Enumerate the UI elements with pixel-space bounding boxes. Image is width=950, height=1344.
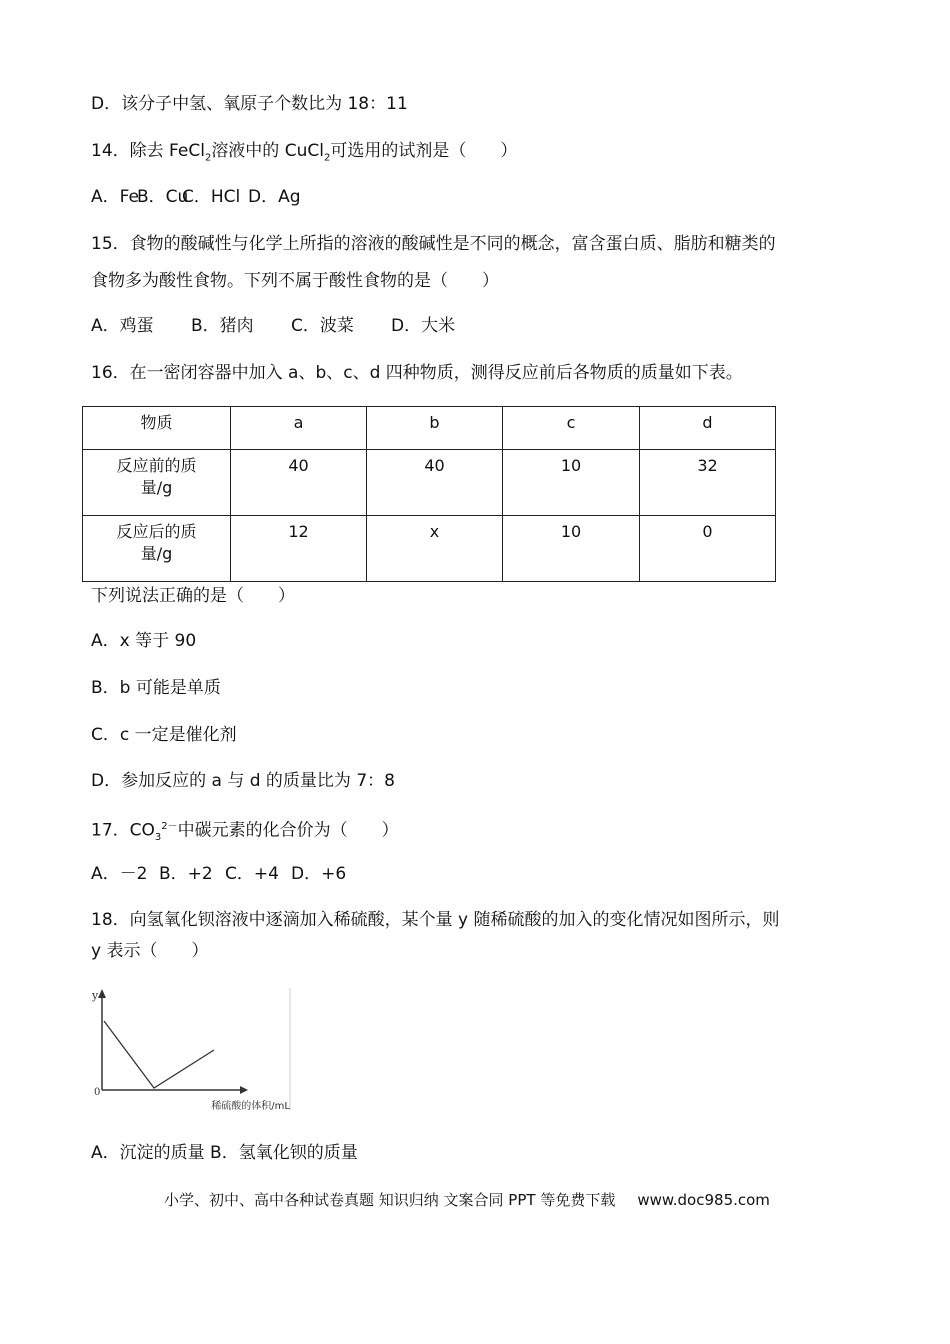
graph-background [90, 986, 293, 1112]
footer-site-link[interactable]: www.doc985.com [637, 1191, 770, 1209]
q18-graph [90, 986, 293, 1112]
q14-option-d: D．Ag [248, 187, 301, 207]
q14-option-b: B．Cu [137, 187, 189, 207]
table-cell: 0 [640, 516, 776, 582]
table-cell: 40 [231, 450, 367, 516]
q17-stem-sub: 3 [154, 832, 162, 844]
q17-option-b: B．+2 [159, 864, 213, 884]
graph-y-label: y [92, 989, 99, 1002]
q15-option-a: A．鸡蛋 [91, 316, 154, 336]
q16-stem: 16．在一密闭容器中加入 a、b、c、d 四种物质，测得反应前后各物质的质量如下表。 [91, 363, 743, 383]
q15-options [91, 315, 455, 337]
page-footer [164, 1189, 770, 1210]
q14-options [91, 186, 301, 208]
q16-option-a: A．x 等于 90 [91, 631, 197, 651]
table-cell: 10 [503, 450, 640, 516]
graph-origin-label: 0 [94, 1087, 101, 1098]
q17-options [91, 863, 346, 885]
table-row [83, 450, 776, 516]
table-cell: 10 [503, 516, 640, 582]
q16-option-b: B．b 可能是单质 [91, 678, 221, 698]
q18-stem-line1: 18．向氢氧化钡溶液中逐滴加入稀硫酸，某个量 y 随稀硫酸的加入的变化情况如图所示，则 [91, 910, 780, 930]
table-cell: x [367, 516, 503, 582]
table-header-cell: a [231, 407, 367, 450]
row-label-line1: 反应后的质 [116, 522, 197, 541]
table-header-cell: d [640, 407, 776, 450]
row-label-line1: 反应前的质 [116, 456, 197, 475]
table-cell: 40 [367, 450, 503, 516]
table-row-label [83, 516, 231, 582]
table-header-cell: b [367, 407, 503, 450]
graph-x-label: 稀硫酸的体积/mL [211, 1101, 290, 1112]
q16-option-d: D．参加反应的 a 与 d 的质量比为 7：8 [91, 771, 395, 791]
q15-option-b: B．猪肉 [191, 316, 254, 336]
q13-option-d: D．该分子中氢、氧原子个数比为 18：11 [91, 94, 408, 114]
table-cell: 32 [640, 450, 776, 516]
q18-options: A．沉淀的质量 B．氢氧化钡的质量 [91, 1143, 358, 1163]
table-header-cell: c [503, 407, 640, 450]
q15-stem-line1: 15．食物的酸碱性与化学上所指的溶液的酸碱性是不同的概念，富含蛋白质、脂肪和糖类的 [91, 234, 776, 254]
q17-stem-prefix: 17．CO [91, 820, 155, 841]
q14-option-c: C．HCl [182, 187, 241, 207]
table-row [83, 516, 776, 582]
q15-option-d: D．大米 [391, 316, 456, 336]
row-label-line2: 量/g [140, 544, 173, 563]
q14-stem-mid: 溶液中的 CuCl [211, 141, 324, 161]
footer-text: 小学、初中、高中各种试卷真题 知识归纳 文案合同 PPT 等免费下载 [164, 1191, 616, 1209]
q17-option-a: A．－2 [91, 864, 148, 884]
q17-stem [91, 816, 399, 849]
q17-stem-sup: 2－ [161, 821, 178, 832]
q14-option-a: A．Fe [91, 187, 139, 207]
q14-stem-prefix: 14．除去 FeCl [91, 141, 205, 161]
q15-stem-line2: 食物多为酸性食物。下列不属于酸性食物的是（ ） [91, 271, 499, 291]
q16-option-c: C．c 一定是催化剂 [91, 725, 237, 745]
q14-stem-sub2: 2 [323, 152, 331, 164]
table-cell: 12 [231, 516, 367, 582]
q16-question: 下列说法正确的是（ ） [91, 586, 295, 606]
q14-stem-sub1: 2 [204, 152, 212, 164]
q14-stem-suffix: 可选用的试剂是（ ） [330, 141, 518, 161]
q17-stem-suffix: 中碳元素的化合价为（ ） [177, 820, 399, 841]
table-row-label [83, 450, 231, 516]
table-header-row [83, 407, 776, 450]
row-label-line2: 量/g [140, 478, 173, 497]
q14-stem [91, 140, 517, 169]
q18-stem-line2: y 表示（ ） [91, 941, 209, 961]
table-header-cell: 物质 [83, 407, 231, 450]
q17-option-d: D．+6 [291, 864, 347, 884]
mass-table [82, 406, 776, 582]
q15-option-c: C．波菜 [291, 316, 354, 336]
q17-option-c: C．+4 [225, 864, 279, 884]
